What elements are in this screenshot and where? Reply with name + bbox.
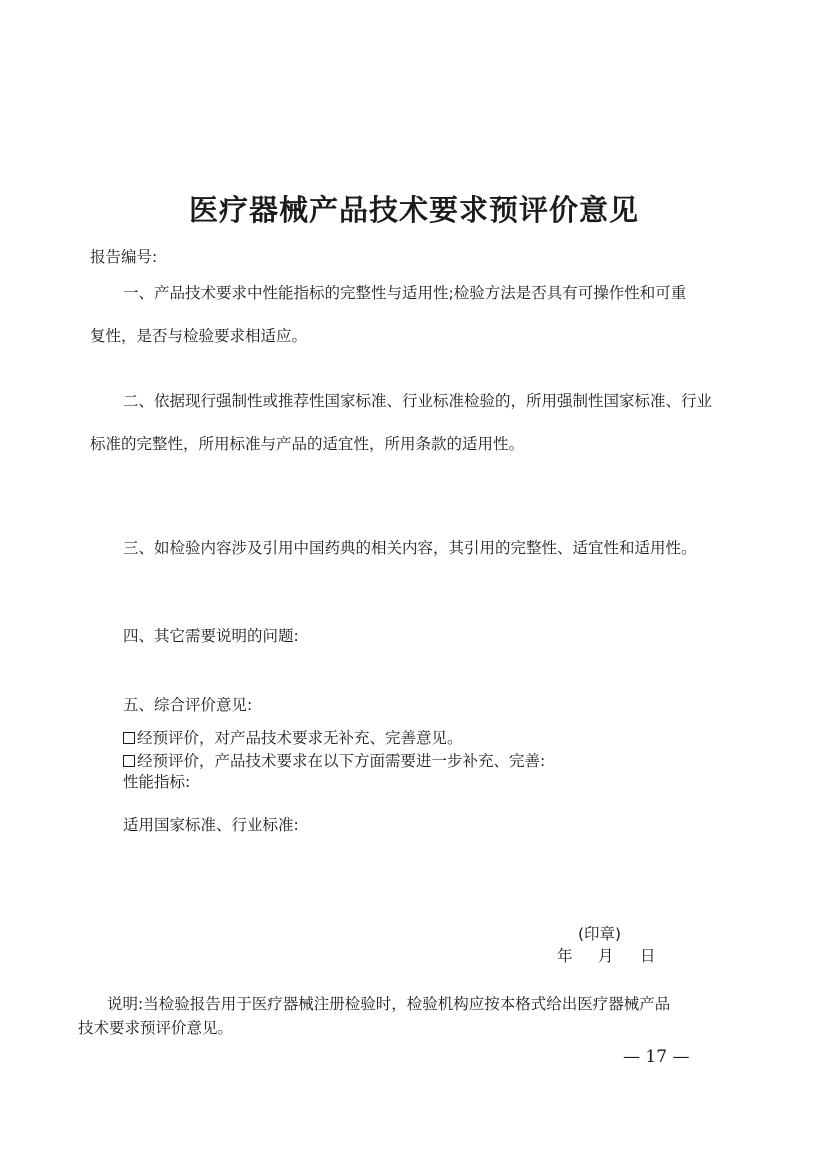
checkbox-needs-changes[interactable] (123, 755, 135, 767)
page-title: 医疗器械产品技术要求预评价意见 (188, 193, 639, 227)
checkbox-no-changes[interactable] (123, 732, 135, 744)
section-2-line-1: 二、依据现行强制性或推荐性国家标准、行业标准检验的，所用强制性国家标准、行业 (123, 392, 713, 410)
seal-label: (印章) (578, 925, 622, 943)
date-month: 月 (598, 947, 614, 965)
option-needs-changes-label: 经预评价，产品技术要求在以下方面需要进一步补充、完善: (137, 752, 546, 770)
note-line-2: 技术要求预评价意见。 (78, 1019, 234, 1037)
option-no-changes-label: 经预评价，对产品技术要求无补充、完善意见。 (137, 729, 463, 747)
standards-label: 适用国家标准、行业标准: (123, 816, 299, 834)
note-line-1: 说明:当检验报告用于医疗器械注册检验时，检验机构应按本格式给出医疗器械产品 (107, 995, 671, 1013)
option-no-changes (123, 728, 463, 748)
section-5-heading: 五、综合评价意见: (123, 696, 253, 714)
report-number-label: 报告编号: (90, 248, 158, 266)
date-year: 年 (557, 947, 573, 965)
section-1-line-2: 复性，是否与检验要求相适应。 (90, 327, 308, 345)
section-3-text: 三、如检验内容涉及引用中国药典的相关内容，其引用的完整性、适宜性和适用性。 (123, 539, 697, 557)
section-1-line-1: 一、产品技术要求中性能指标的完整性与适用性;检验方法是否具有可操作性和可重 (123, 284, 687, 302)
option-needs-changes (123, 751, 545, 771)
section-4-text: 四、其它需要说明的问题: (123, 627, 299, 645)
date-day: 日 (640, 947, 656, 965)
section-2-line-2: 标准的完整性，所用标准与产品的适宜性，所用条款的适用性。 (90, 435, 525, 453)
performance-label: 性能指标: (123, 773, 191, 791)
page-number: — 17 — (623, 1047, 690, 1067)
